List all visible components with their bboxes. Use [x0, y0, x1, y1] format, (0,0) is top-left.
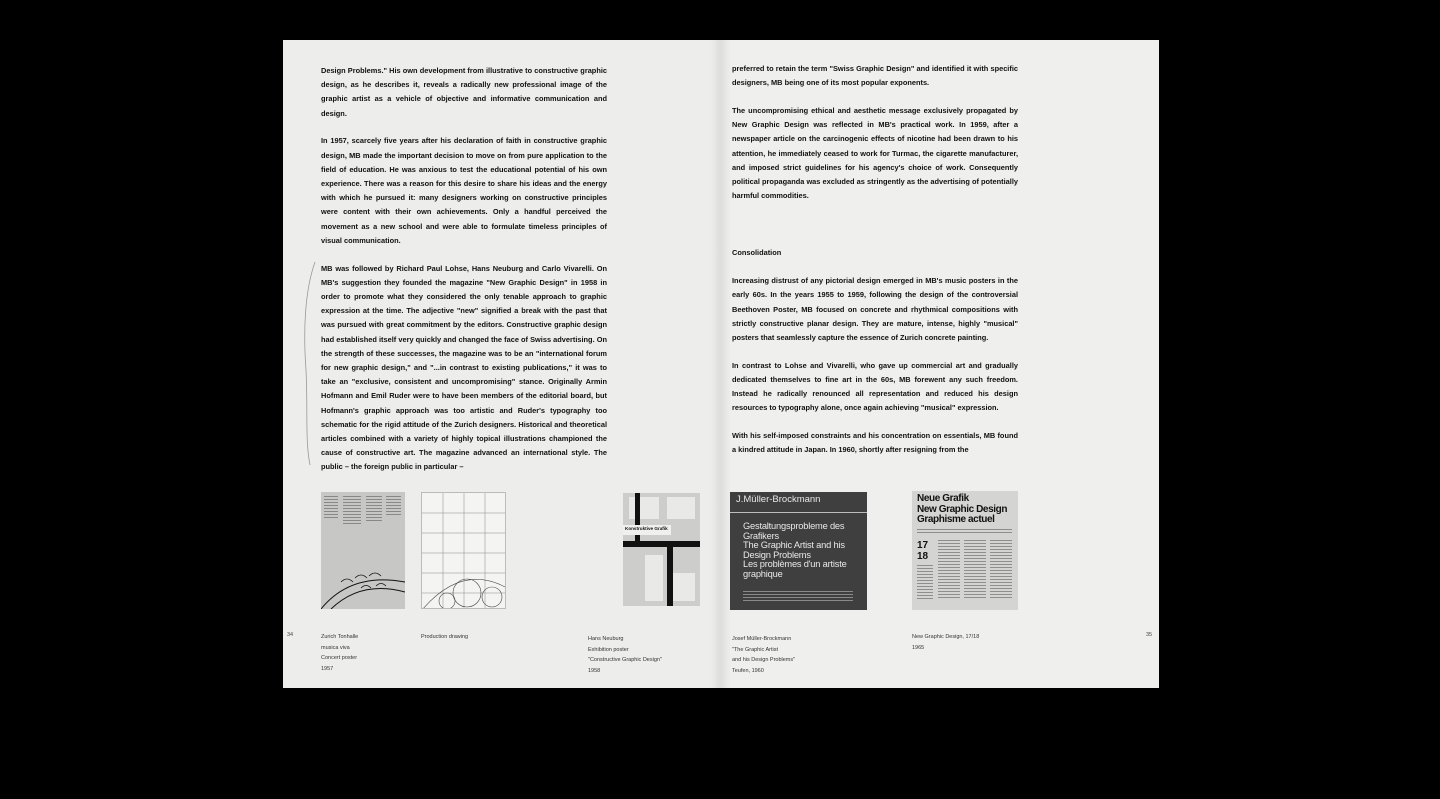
caption-line: Exhibition poster — [588, 646, 629, 653]
book-spread — [283, 40, 1159, 688]
book-title-line: Grafikers — [743, 530, 779, 541]
right-paragraph-5: With his self-imposed constraints and his concentration on essentials, MB found a kindred attitude in Japan. In 1960, shortly after resigning from the — [732, 431, 1018, 455]
caption-book-cover — [732, 634, 795, 676]
book-cover-thumbnail — [730, 492, 867, 610]
right-page — [721, 40, 1159, 688]
magazine-title-line: Graphisme actuel — [917, 514, 995, 525]
magazine-title-line: Neue Grafik — [917, 493, 969, 504]
left-paragraph-2: In 1957, scarcely five years after his declaration of faith in constructive graphic design, MB made the important decision to move on from pure application to the field of education. He was anxious to test the educational potential of his own experience. There was a reason for this desire to share his ideas and the energy with which he pursued it: many designers working on constructive principles were content with their own achievements. Only a handful perceived the movement as a new school and were able to formulate timeless principles of visual communication. — [321, 136, 607, 245]
caption-concert-poster — [321, 632, 358, 674]
caption-line: "Constructive Graphic Design" — [588, 657, 662, 663]
right-paragraph-2: The uncompromising ethical and aesthetic message exclusively propagated by New Graphic Design was reflected in MB's practical work. In 1959, after a newspaper article on the carcinogenic effects of nicotine had been drawn to his attention, he immediately ceased to work for Turmac, the cigarette manufacturer, and imposed strict guidelines for his agency's choice of work. Consequently political propaganda was excluded as stringently as the advertising of potentially harmful commodities. — [732, 106, 1018, 201]
magazine-title — [917, 494, 1007, 526]
book-cover-author: J.Müller-Brockmann — [736, 494, 821, 505]
magazine-issue-number — [917, 540, 928, 562]
caption-line: and his Design Problems" — [732, 657, 796, 663]
right-paragraph-1: preferred to retain the term "Swiss Graphic Design" and identified it with specific designers, MB being one of its most popular exponents. — [732, 64, 1018, 88]
caption-line: Production drawing — [421, 634, 469, 640]
issue-line: 17 — [917, 540, 929, 551]
caption-line: Zurich Tonhalle — [321, 634, 359, 640]
right-text-column-top — [732, 62, 1018, 217]
caption-production-drawing — [421, 632, 468, 643]
left-paragraph-3: MB was followed by Richard Paul Lohse, Hans Neuburg and Carlo Vivarelli. On MB's suggestion they founded the magazine "New Graphic Design" in 1958 in order to promote what they considered the only tenable approach to graphic expression at the time. The adjective "new" signified a break with the past that was pursued with great commitment by the editors. Constructive graphic design had established itself very quickly and changed the face of Swiss advertising. On the strength of these successes, the magazine was to be an "international forum for new graphic design," and "...in contrast to existing publications," it was to take an "exclusive, consistent and uncompromising" stance. Originally Armin Hofmann and Emil Ruder were to have been members of the editorial board, but Hofmann's graphic approach was too artistic and Ruder's typography too schematic for the rigid attitude of the Zurich designers. Historical and theoretical articles combined with a variety of highly topical illustrations championed the cause of constructive art. The magazine advanced an international style. The public – the foreign public in particular – — [321, 263, 607, 472]
exhibition-poster-title: Konstruktive Grafik — [625, 526, 668, 531]
left-page — [283, 40, 721, 688]
right-paragraph-4: In contrast to Lohse and Vivarelli, who gave up commercial art and gradually dedicated themselves to fine art in the 60s, MB forewent any such freedom. Instead he radically renounced all representation and reduced his design resources to typography alone, once again achieving "musical" expression. — [732, 360, 1018, 413]
caption-line: 1965 — [912, 644, 925, 651]
left-page-number: 34 — [287, 632, 294, 638]
caption-line: New Graphic Design, 17/18 — [912, 634, 980, 640]
section-heading: Consolidation — [732, 248, 782, 257]
caption-line: musica viva — [321, 644, 350, 651]
right-page-number: 35 — [1146, 632, 1153, 638]
right-paragraph-3: Increasing distrust of any pictorial design emerged in MB's music posters in the early 60s. In the years 1955 to 1959, following the design of the controversial Beethoven Poster, MB focused on concrete and rhythmical compositions with strictly constructive planar design. They are mature, intense, highly "musical" posters that seamlessly capture the essence of Zurich concrete painting. — [732, 276, 1018, 343]
right-text-column-bottom — [732, 246, 1018, 471]
caption-line: Concert poster — [321, 655, 358, 661]
caption-line: Josef Müller-Brockmann — [732, 636, 792, 642]
magazine-cover-thumbnail — [912, 491, 1018, 610]
book-cover-title — [743, 522, 847, 580]
caption-line: 1958 — [588, 667, 601, 674]
magazine-title-line: New Graphic Design — [917, 503, 1008, 515]
book-title-line: The Graphic Artist and his — [743, 540, 845, 551]
caption-line: 1957 — [321, 665, 334, 672]
exhibition-poster-thumbnail — [623, 493, 700, 606]
left-paragraph-1: Design Problems." His own development from illustrative to constructive graphic design, as he describes it, reveals a radically new professional image of the graphic artist as a vehicle of objective and informative communication and design. — [321, 66, 607, 118]
issue-line: 18 — [917, 551, 929, 562]
caption-exhibition-poster — [588, 634, 662, 676]
left-text-column — [321, 64, 607, 488]
book-title-line: graphique — [743, 568, 783, 579]
book-title-line: Les problèmes d'un artiste — [743, 559, 847, 570]
caption-line: Teufen, 1960 — [732, 667, 764, 674]
book-title-line: Design Problems — [743, 549, 811, 560]
caption-magazine-cover — [912, 632, 979, 653]
caption-line: Hans Neuburg — [588, 636, 624, 642]
caption-line: "The Graphic Artist — [732, 646, 778, 653]
book-title-line: Gestaltungsprobleme des — [743, 521, 845, 531]
production-drawing-thumbnail — [421, 492, 506, 609]
concert-poster-thumbnail — [321, 492, 405, 609]
pencil-margin-mark — [301, 260, 321, 470]
page-gutter — [711, 40, 731, 688]
